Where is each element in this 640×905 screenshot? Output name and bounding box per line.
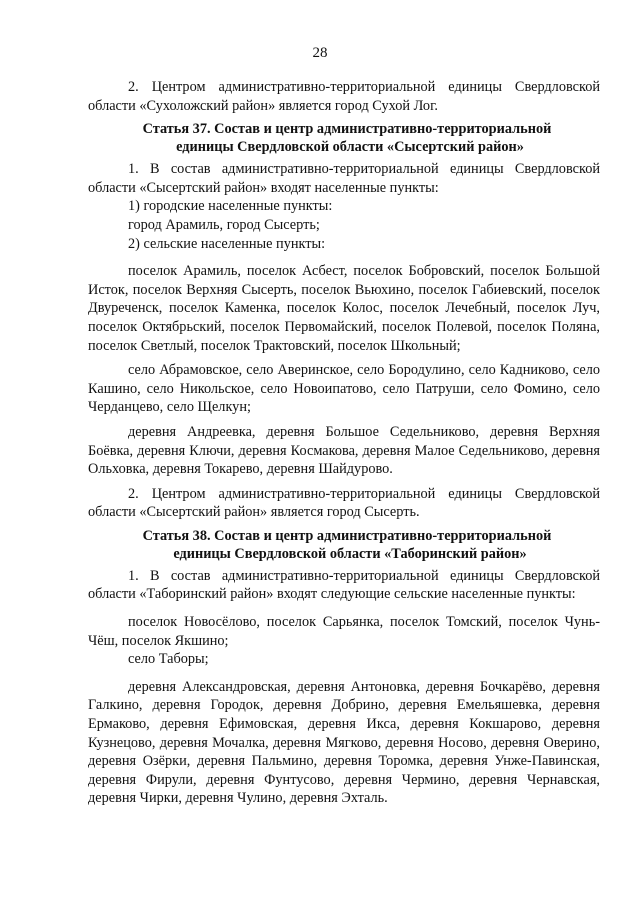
article-37-heading-line-2: единицы Свердловской области «Сысертский район» bbox=[176, 139, 524, 156]
paragraph-tabory-village: село Таборы; bbox=[128, 651, 209, 668]
paragraph-urban-settlements-list: город Арамиль, город Сысерть; bbox=[128, 216, 320, 233]
paragraph-sysert-villages-list: село Абрамовское, село Аверинское, село Бородулино, село Кадниково, село Кашино, село Никольское, село Новоипатово, село Патруши, село Фомино, село Черданцево, село Щелкун; bbox=[88, 362, 600, 416]
paragraph-sukholozhsky-center: 2. Центром административно-территориальной единицы Свердловской области «Сухоложский район» является город Сухой Лог. bbox=[88, 79, 600, 114]
paragraph-tabory-settlements-list: поселок Новосёлово, поселок Сарьянка, поселок Томский, поселок Чунь-Чёш, поселок Якшино; bbox=[88, 614, 600, 649]
article-38-heading bbox=[88, 527, 600, 563]
paragraph-sysert-center: 2. Центром административно-территориальной единицы Свердловской области «Сысертский район» является город Сысерть. bbox=[88, 485, 600, 521]
paragraph-sysert-settlements-list: поселок Арамиль, поселок Асбест, поселок Бобровский, поселок Большой Исток, поселок Верхняя Сысерть, поселок Вьюхино, поселок Габиевский, поселок Двуреченск, поселок Каменка, поселок Колос, поселок Лечебный, поселок Луч, поселок Октябрьский, поселок Первомайский, поселок Полевой, поселок Поляна, поселок Светлый, поселок Трактовский, поселок Школьный; bbox=[88, 263, 600, 354]
document-body bbox=[88, 78, 600, 808]
paragraph-sysert-composition: 1. В состав административно-территориальной единицы Свердловской области «Сысертский район» входят населенные пункты: bbox=[88, 161, 600, 196]
article-37-heading-line-1: Статья 37. Состав и центр административно-территориальной bbox=[142, 121, 552, 138]
article-37-heading bbox=[88, 120, 600, 156]
paragraph-sysert-hamlets-list: деревня Андреевка, деревня Большое Седельниково, деревня Верхняя Боёвка, деревня Ключи, деревня Космакова, деревня Малое Седельниково, деревня Ольховка, деревня Токарево, деревня Шайдурово. bbox=[88, 423, 600, 478]
article-38-heading-line-1: Статья 38. Состав и центр административно-территориальной bbox=[142, 527, 552, 544]
paragraph-tabory-composition: 1. В состав административно-территориальной единицы Свердловской области «Таборинский район» входят следующие сельские населенные пункты: bbox=[88, 567, 600, 603]
paragraph-tabory-hamlets-list: деревня Александровская, деревня Антоновка, деревня Бочкарёво, деревня Галкино, деревня Городок, деревня Добрино, деревня Емельяшевка, деревня Ермаково, деревня Ефимовская, деревня Икса, деревня Кокшарово, деревня Кузнецово, деревня Мочалка, деревня Мягково, деревня Носово, деревня Оверино, деревня Озёрки, деревня Пальмино, деревня Торомка, деревня Унже-Павинская, деревня Фирули, деревня Фунтусово, деревня Чермино, деревня Чернавская, деревня Чирки, деревня Чулино, деревня Эхталь. bbox=[88, 678, 600, 807]
paragraph-urban-settlements-label: 1) городские населенные пункты: bbox=[128, 198, 333, 215]
paragraph-rural-settlements-label: 2) сельские населенные пункты: bbox=[128, 235, 326, 252]
page-number: 28 bbox=[312, 45, 328, 61]
article-38-heading-line-2: единицы Свердловской области «Таборинский район» bbox=[173, 545, 527, 562]
